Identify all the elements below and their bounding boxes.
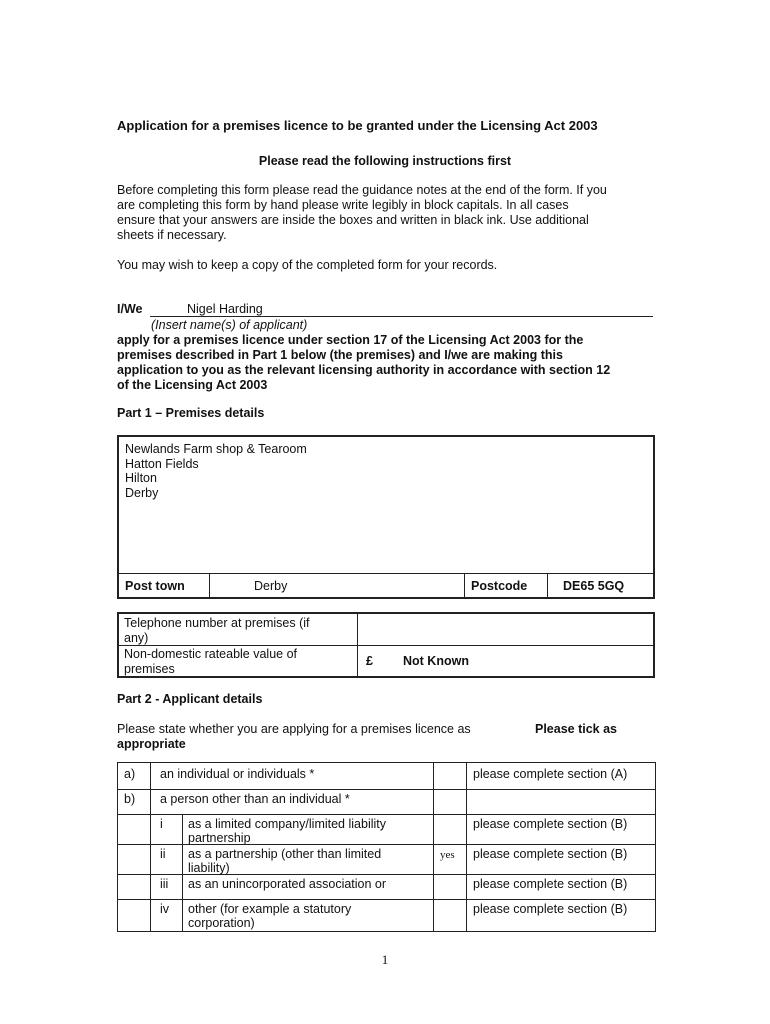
sub-row-tick[interactable]: yes xyxy=(440,849,455,861)
post-town-value: Derby xyxy=(254,579,288,593)
sub-row-number: iii xyxy=(160,877,169,891)
declaration xyxy=(117,333,677,393)
telephone-label: Telephone number at premises (if any) xyxy=(124,616,310,645)
sub-row-text: as a partnership (other than limited liability) xyxy=(188,847,382,875)
applicant-hint: (Insert name(s) of applicant) xyxy=(151,318,308,332)
instruction-line: sheets if necessary. xyxy=(117,228,227,242)
row-b-text: a person other than an individual * xyxy=(160,792,350,806)
telephone-field[interactable] xyxy=(359,614,653,645)
form-title: Application for a premises licence to be granted under the Licensing Act 2003 xyxy=(117,118,598,133)
tick-heading: Please tick as xyxy=(535,722,618,736)
post-town-row xyxy=(119,573,653,598)
row-a-letter: a) xyxy=(124,767,136,781)
address-line: Hilton xyxy=(125,471,157,485)
sub-row-number: iv xyxy=(160,902,170,916)
instructions-heading: Please read the following instructions first xyxy=(258,154,512,168)
sub-row-text: as an unincorporated association or xyxy=(188,877,387,891)
declaration-line: apply for a premises licence under section 17 of the Licensing Act 2003 for the xyxy=(117,333,584,347)
row-a-tick[interactable] xyxy=(434,763,466,789)
page-number: 1 xyxy=(381,952,389,967)
sub-row-action: please complete section (B) xyxy=(473,847,628,861)
row-b-letter: b) xyxy=(124,792,136,806)
rateable-value: Not Known xyxy=(403,654,469,668)
declaration-line: of the Licensing Act 2003 xyxy=(117,378,268,392)
premises-address xyxy=(125,442,307,500)
currency-symbol: £ xyxy=(366,654,373,668)
premises-extra-table xyxy=(117,612,655,678)
row-a-text: an individual or individuals * xyxy=(160,767,315,781)
instruction-line: are completing this form by hand please write legibly in block capitals. In all cases xyxy=(117,198,569,212)
postcode-field[interactable] xyxy=(548,574,653,598)
instructions-paragraph xyxy=(117,183,662,243)
copy-note: You may wish to keep a copy of the completed form for your records. xyxy=(117,258,498,272)
part2-prompt-bold: appropriate xyxy=(117,737,186,751)
sub-row-text: as a limited company/limited liability partnership xyxy=(188,817,386,845)
sub-row-number: ii xyxy=(160,847,166,861)
applicant-label: I/We xyxy=(117,302,143,316)
declaration-line: premises described in Part 1 below (the premises) and I/we are making this xyxy=(117,348,563,362)
sub-row-tick[interactable] xyxy=(434,875,466,899)
sub-row-action: please complete section (B) xyxy=(473,877,628,891)
sub-row-number: i xyxy=(160,817,163,831)
sub-row-tick[interactable] xyxy=(434,900,466,930)
part1-heading: Part 1 – Premises details xyxy=(117,406,265,420)
address-line: Derby xyxy=(125,485,159,500)
row-a-action: please complete section (A) xyxy=(473,767,628,781)
sub-row-tick[interactable] xyxy=(434,815,466,844)
instruction-line: ensure that your answers are inside the boxes and written in black ink. Use additional xyxy=(117,213,589,227)
sub-row-action: please complete section (B) xyxy=(473,902,628,916)
rateable-label: Non-domestic rateable value of premises xyxy=(124,647,298,676)
post-town-field[interactable] xyxy=(210,574,465,598)
instruction-line: Before completing this form please read the guidance notes at the end of the form. If you xyxy=(117,183,607,197)
part2-heading: Part 2 - Applicant details xyxy=(117,692,263,706)
premises-address-box[interactable] xyxy=(117,435,655,599)
part2-prompt: Please state whether you are applying for a premises licence as xyxy=(117,722,471,736)
declaration-line: application to you as the relevant licensing authority in accordance with section 12 xyxy=(117,363,611,377)
address-line: Newlands Farm shop & Tearoom xyxy=(125,442,307,456)
sub-row-action: please complete section (B) xyxy=(473,817,628,831)
address-line: Hatton Fields xyxy=(125,456,199,471)
postcode-label: Postcode xyxy=(471,579,528,593)
postcode-value: DE65 5GQ xyxy=(563,579,625,593)
rateable-value-field[interactable] xyxy=(359,646,653,676)
post-town-label: Post town xyxy=(125,579,185,593)
applicant-name: Nigel Harding xyxy=(187,302,263,316)
applicant-type-table xyxy=(117,762,656,932)
applicant-name-field[interactable] xyxy=(150,302,653,317)
sub-row-text: other (for example a statutory corporation) xyxy=(188,902,352,930)
